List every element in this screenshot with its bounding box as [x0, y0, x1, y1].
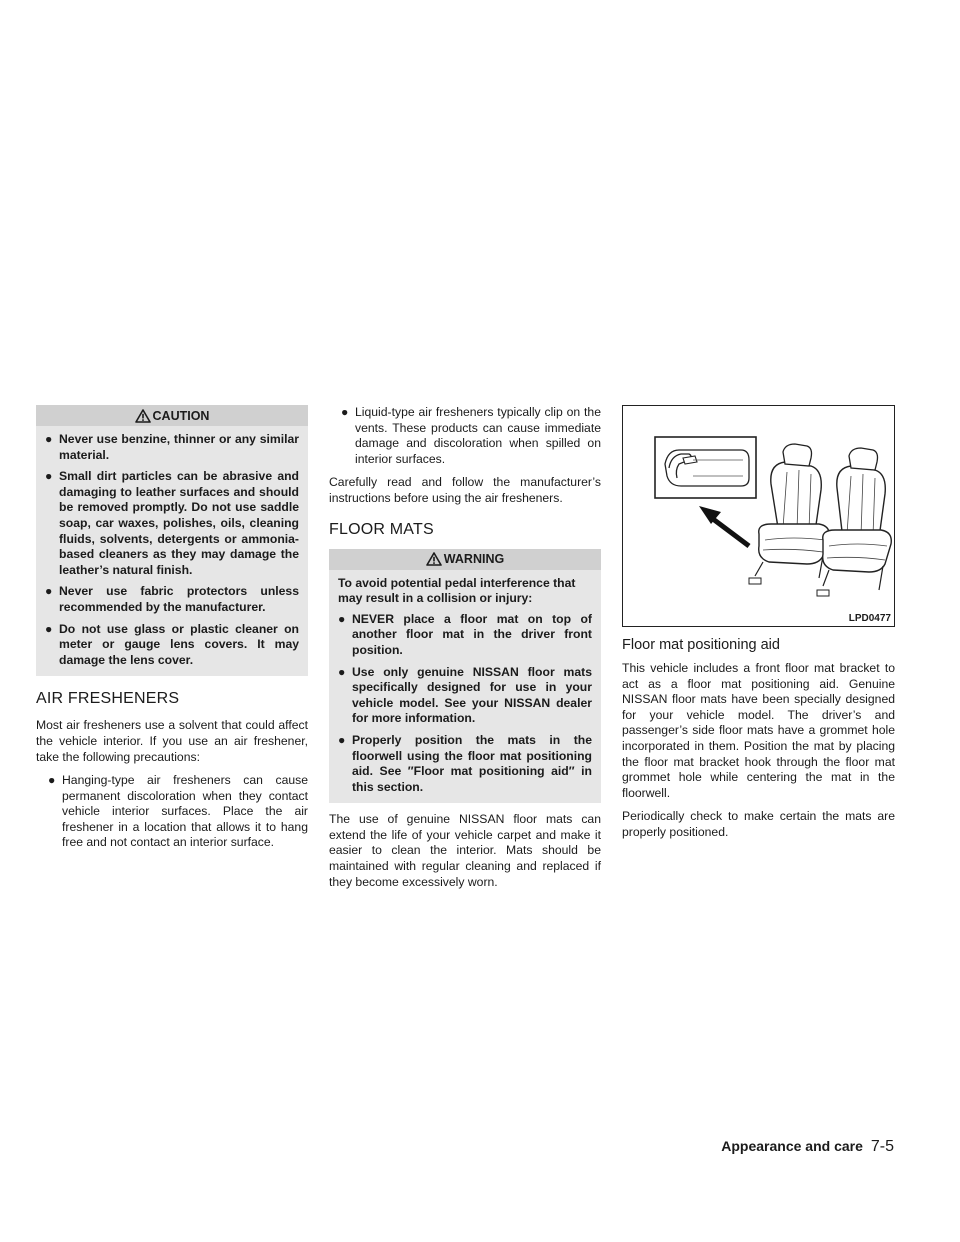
- bullet-icon: ●: [45, 621, 53, 636]
- caution-item: ● Do not use glass or plastic cleaner on meter or gauge lens covers. It may damage the lens cover.: [45, 621, 299, 667]
- positioning-aid-heading: Floor mat positioning aid: [622, 637, 780, 653]
- list-item: ● Hanging-type air fresheners can cause permanent discoloration when they contact vehicle interior surfaces. Place the air freshener in a location that allows it to hang free and not contact an interior surface.: [48, 773, 308, 850]
- floor-mat-illustration: [622, 405, 895, 627]
- warning-lead: To avoid potential pedal interference that may result in a collision or injury:: [338, 575, 576, 606]
- bullet-icon: ●: [338, 664, 346, 679]
- warning-title: WARNING: [443, 552, 505, 567]
- caution-header: [36, 405, 308, 426]
- bullet-icon: ●: [48, 773, 56, 788]
- warning-item: ● Use only genuine NISSAN floor mats specifically designed for use in your vehicle model. See your NISSAN dealer for more information.: [338, 664, 592, 726]
- warning-header: [329, 549, 601, 570]
- floor-mats-body: The use of genuine NISSAN floor mats can extend the life of your vehicle carpet and make it easier to clean the interior. Mats should be maintained with regular cleaning and replaced if they become excessively worn.: [329, 812, 601, 889]
- air-fresheners-intro: Most air fresheners use a solvent that could affect the vehicle interior. If you use an air freshener, take the following precautions:: [36, 718, 308, 764]
- caution-item: ● Small dirt particles can be abrasive and damaging to leather surfaces and should be removed promptly. Do not use saddle soap, car waxes, polishes, oils, cleaning fluids, solvents, detergents or ammonia-based cleaners as they may damage the leather’s natural finish.: [45, 469, 299, 577]
- air-fresheners-heading: AIR FRESHENERS: [36, 690, 180, 708]
- page-number: 7-5: [870, 1138, 894, 1155]
- footer-section: Appearance and care: [721, 1138, 863, 1154]
- bullet-icon: ●: [341, 405, 349, 419]
- warning-triangle-icon: [135, 409, 151, 423]
- caution-item: ● Never use fabric protectors unless recommended by the manufacturer.: [45, 584, 299, 614]
- warning-list: [338, 612, 592, 796]
- caution-item: ● Never use benzine, thinner or any similar material.: [45, 432, 299, 462]
- bullet-icon: ●: [45, 469, 53, 484]
- caution-title: CAUTION: [152, 408, 210, 423]
- seats-illustration: [623, 406, 894, 626]
- column-middle: [329, 405, 601, 898]
- positioning-aid-para2: Periodically check to make certain the mats are properly positioned.: [622, 809, 895, 839]
- bullet-icon: ●: [338, 732, 346, 747]
- caution-box: [36, 405, 308, 676]
- air-fresheners-bullets: [36, 773, 308, 851]
- air-fresheners-bullets-cont: [329, 405, 601, 467]
- bullet-icon: ●: [45, 584, 53, 599]
- air-fresheners-closing: Carefully read and follow the manufacturer’s instructions before using the air fresheners.: [329, 475, 601, 505]
- page-footer: [721, 1138, 894, 1156]
- column-right: [622, 405, 895, 849]
- warning-item: ● Properly position the mats in the floorwell using the floor mat positioning aid. See ″Floor mat positioning aid″ in this section.: [338, 732, 592, 794]
- warning-item: ● NEVER place a floor mat on top of another floor mat in the driver front position.: [338, 611, 592, 657]
- floor-mats-heading: FLOOR MATS: [329, 520, 434, 538]
- caution-list: [45, 432, 299, 668]
- warning-box: [329, 549, 601, 804]
- column-left: [36, 405, 308, 859]
- list-item: ● Liquid-type air fresheners typically clip on the vents. These products can cause immediate damage and discoloration when spilled on interior surfaces.: [341, 405, 601, 466]
- bullet-icon: ●: [45, 432, 53, 446]
- figure-code: LPD0477: [848, 613, 891, 624]
- bullet-icon: ●: [338, 611, 346, 626]
- positioning-aid-para1: This vehicle includes a front floor mat bracket to act as a floor mat positioning aid. Genuine NISSAN floor mats have been specially designed for your vehicle model. The driver’s and passenger’s side floor mats have a grommet hole incorporated in them. Position the mat by placing the floor mat bracket hook through the floor mat grommet hole while centering the mat in the floorwell.: [622, 661, 895, 800]
- warning-triangle-icon: [426, 552, 442, 566]
